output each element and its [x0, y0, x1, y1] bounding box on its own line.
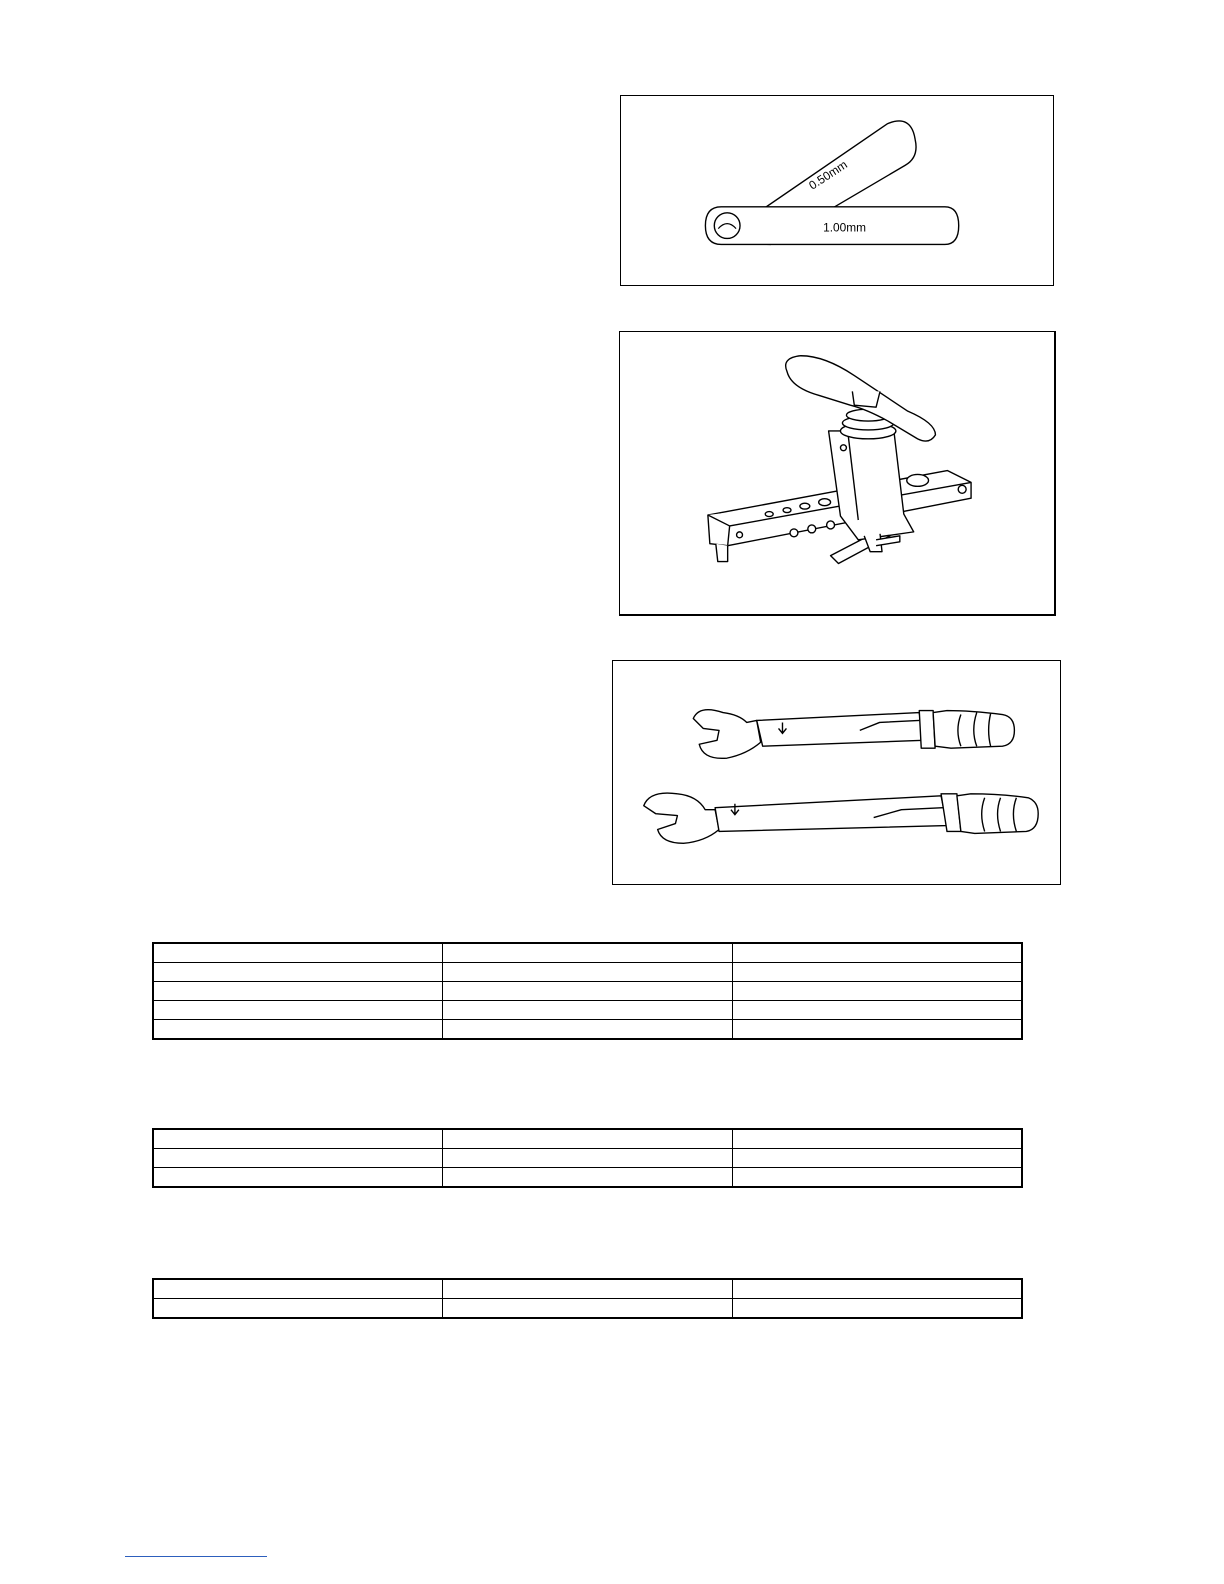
table-cell	[732, 1149, 1022, 1168]
table-row	[153, 1020, 1022, 1040]
flaring-tool-icon	[620, 332, 1054, 614]
table-row	[153, 1129, 1022, 1149]
table-cell	[732, 963, 1022, 982]
table-cell	[153, 1299, 443, 1319]
table-cell	[153, 982, 443, 1001]
table-row	[153, 1279, 1022, 1299]
feeler-gauge-icon	[621, 96, 1053, 285]
table-cell	[153, 1279, 443, 1299]
table-cell	[732, 982, 1022, 1001]
torque-wrench-icon	[613, 661, 1060, 884]
table-cell	[732, 1168, 1022, 1188]
blade-upper-label: 0.50mm	[806, 157, 850, 193]
table-cell	[732, 1299, 1022, 1319]
torque-wrench-figure	[612, 660, 1061, 885]
table-cell	[443, 1020, 733, 1040]
spec-table-2	[152, 1128, 1023, 1188]
table-cell	[732, 1279, 1022, 1299]
table-row	[153, 1168, 1022, 1188]
table-cell	[443, 982, 733, 1001]
table-cell	[153, 1129, 443, 1149]
table-cell	[443, 1129, 733, 1149]
blade-lower-label: 1.00mm	[823, 220, 866, 235]
table-row	[153, 1001, 1022, 1020]
table-cell	[153, 1149, 443, 1168]
table-cell	[153, 943, 443, 963]
table-cell	[443, 963, 733, 982]
spec-table-1	[152, 942, 1023, 1040]
table-cell	[443, 1149, 733, 1168]
table-cell	[153, 963, 443, 982]
table-cell	[153, 1020, 443, 1040]
table-cell	[732, 1129, 1022, 1149]
table-row	[153, 963, 1022, 982]
feeler-gauge-figure	[620, 95, 1054, 286]
table-cell	[732, 1020, 1022, 1040]
table-row	[153, 943, 1022, 963]
table-cell	[443, 1001, 733, 1020]
table-cell	[443, 1299, 733, 1319]
table-cell	[153, 1001, 443, 1020]
table-row	[153, 1299, 1022, 1319]
table-row	[153, 982, 1022, 1001]
table-row	[153, 1149, 1022, 1168]
table-cell	[153, 1168, 443, 1188]
footer-link-rule[interactable]	[125, 1556, 267, 1557]
spec-table-3	[152, 1278, 1023, 1319]
flaring-tool-figure	[619, 331, 1056, 616]
table-cell	[732, 1001, 1022, 1020]
table-cell	[732, 943, 1022, 963]
table-cell	[443, 943, 733, 963]
table-cell	[443, 1168, 733, 1188]
table-cell	[443, 1279, 733, 1299]
